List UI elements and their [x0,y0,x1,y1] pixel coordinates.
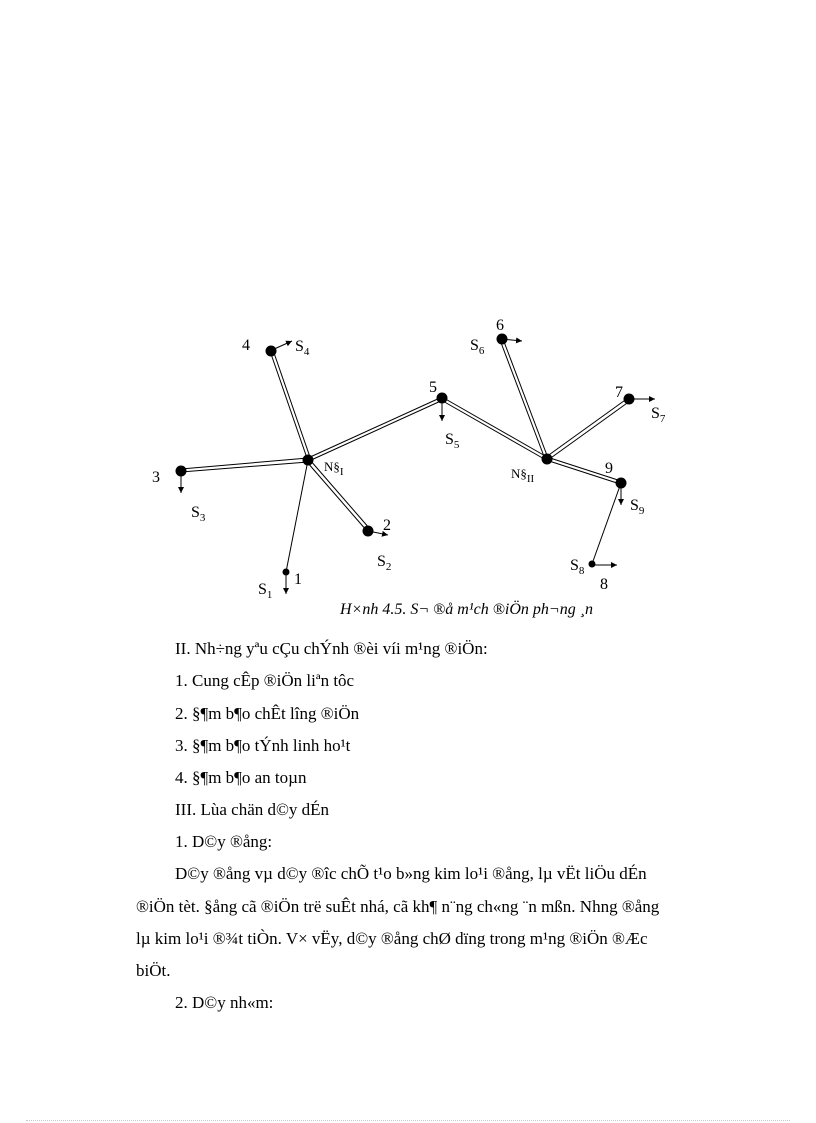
node-2-label: 2 [383,517,391,534]
copper-paragraph-line: D©y ®ång vµ d©y ®îc chÕ t¹o b»ng kim lo¹i ®ång, lµ vËt liÖu dÉn [175,864,647,883]
line-ndI-1 [286,460,308,572]
line-ndII-6 [500,339,548,459]
copper-paragraph-line: lµ kim lo¹i ®¾t tiÒn. V× vËy, d©y ®ång chØ dïng trong m¹ng ®iÖn ®Æc [136,929,648,948]
line-ndI-4 [270,350,311,461]
node-8-dot [589,561,596,568]
aluminium-wire-heading: 2. D©y nh«m: [175,993,274,1012]
copper-paragraph-line: ®iÖn tèt. §ång cã ®iÖn trë suÊt nhá, cã kh¶ n¨ng ch«ng ¨n mßn. Nhng ®ång [136,897,660,916]
requirement-4: 4. §¶m b¶o an toµn [175,768,307,787]
substation-II-label: $N\S_{II}$ [511,466,535,485]
node-5-label: 5 [429,379,437,396]
node-3-dot [176,466,187,477]
section-2-heading: II. Nh÷ng yªu cÇu chÝnh ®èi víi m¹ng ®iÖn: [175,639,488,658]
node-1-dot [283,569,290,576]
node-6-dot [497,334,508,345]
copper-wire-heading: 1. D©y ®ång: [175,832,273,851]
line-9-8 [592,483,621,564]
load-label-s9: $S_9$ [630,497,645,517]
load-label-s6: $S_6$ [470,337,485,357]
load-label-s8: $S_8$ [570,557,585,577]
load-label-s2: $S_2$ [377,553,392,573]
line-ndI-3 [181,458,308,472]
requirement-2: 2. §¶m b¶o chÊt lîng ®iÖn [175,704,360,723]
load-label-s4: $S_4$ [295,338,310,358]
node-4-dot [266,346,277,357]
node-4-label: 4 [242,337,250,354]
node-5-dot [437,393,448,404]
node-2-dot [363,526,374,537]
node-1-label: 1 [294,571,302,588]
substation-I-dot [303,455,314,466]
node-9-label: 9 [605,460,613,477]
load-label-s7: $S_7$ [651,405,666,425]
line-ndII-7 [546,398,630,460]
requirement-1: 1. Cung cÊp ®iÖn liªn tôc [175,671,355,690]
node-7-dot [624,394,635,405]
figure-caption: H×nh 4.5. S¬ ®å m¹ch ®iÖn ph¬ng ¸n [340,601,594,618]
line-ndI-5 [308,397,443,461]
requirement-3: 3. §¶m b¶o tÝnh linh ho¹t [175,736,351,755]
node-7-label: 7 [615,384,623,401]
node-3-label: 3 [152,469,160,486]
section-3-heading: III. Lùa chän d©y dÉn [175,800,330,819]
page-footer-rule [26,1120,790,1121]
copper-paragraph-line: biÖt. [136,961,171,980]
load-label-s1: $S_1$ [258,581,273,601]
load-label-s5: $S_5$ [445,431,460,451]
load-label-s3: $S_3$ [191,504,206,524]
node-8-label: 8 [600,576,608,593]
node-6-label: 6 [496,317,504,334]
substation-I-label: $N\S_I$ [324,459,344,478]
node-9-dot [616,478,627,489]
substation-II-dot [542,454,553,465]
